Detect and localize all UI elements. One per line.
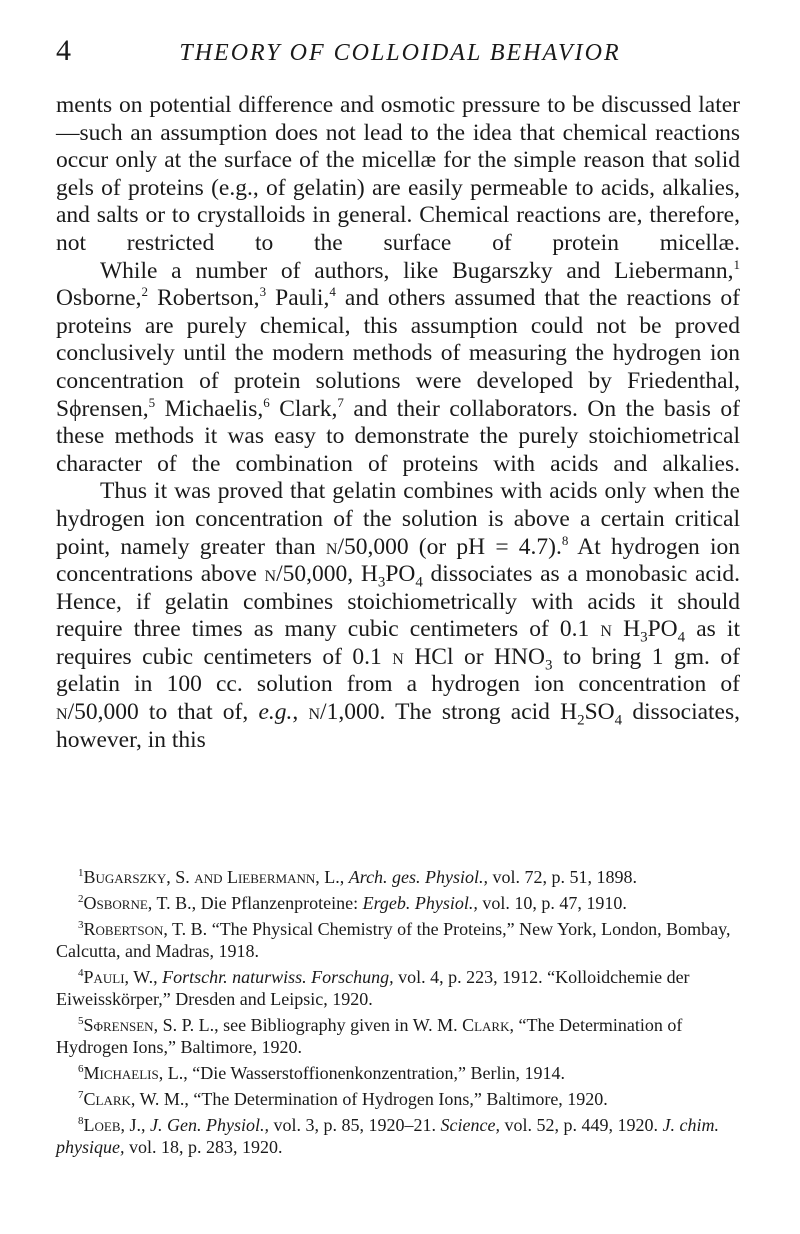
footnote-6: $^6$Michaelis, L., “Die Wasserstoffionenkonzentration,” Berlin, 1914.: [78, 1063, 566, 1083]
paragraph-3: Thus it was proved that gelatin combines with acids only when the hydrogen ion concentration of the solution is above a certain critical point, namely greater than n/50,000 (or pH = 4.7).$^8$ At hydrogen ion concentrations above n/50,000, $H_3PO_4$ dissociates as a monobasic acid. Hence, if gelatin combines stoichiometrically with acids it should require three times as many cubic centimeters of 0.1 n $H_3PO_4$ as it requires cubic centimeters of 0.1 n HCl or $HNO_3$ to bring 1 gm. of gelatin in 100 cc. solution from a hydrogen ion concentration of n/50,000 to that of, e.g., n/1,000. The strong acid $H_2SO_4$ dissociates, however, in this: [56, 478, 741, 753]
page-number: 4: [56, 34, 71, 67]
footnote-8: $^8$Loeb, J., J. Gen. Physiol., vol. 3, p. 85, 1920–21. Science, vol. 52, p. 449, 1920. J. chim. physique, vol. 18, p. 283, 1920.: [56, 1115, 719, 1157]
footnote-7: $^7$Clark, W. M., “The Determination of Hydrogen Ions,” Baltimore, 1920.: [78, 1089, 608, 1109]
footnotes: [56, 866, 740, 1162]
paragraph-2: While a number of authors, like Bugarszky and Liebermann,$^1$ Osborne,$^2$ Robertson,$^3$ Pauli,$^4$ and others assumed that the reactions of proteins are purely chemical, this assumption could not be proved conclusively until the modern methods of measuring the hydrogen ion concentration of protein solutions were developed by Friedenthal, Sϕrensen,$^5$ Michaelis,$^6$ Clark,$^7$ and their collaborators. On the basis of these methods it was easy to demonstrate the purely stoichiometrical character of the combination of proteins with acids and alkalies.: [56, 256, 740, 477]
footnote-3: $^3$Robertson, T. B. “The Physical Chemistry of the Proteins,” New York, London, Bombay, Calcutta, and Madras, 1918.: [56, 919, 731, 961]
running-title: THEORY OF COLLOIDAL BEHAVIOR: [179, 40, 621, 66]
footnote-1: $^1$Bugarszky, S. and Liebermann, L., Arch. ges. Physiol., vol. 72, p. 51, 1898.: [78, 867, 638, 887]
footnote-5: $^5$Sϕrensen, S. P. L., see Bibliography given in W. M. Clark, “The Determination of Hydrogen Ions,” Baltimore, 1920.: [56, 1015, 683, 1057]
footnote-4: $^4$Pauli, W., Fortschr. naturwiss. Forschung, vol. 4, p. 223, 1912. “Kolloidchemie der Eiweisskörper,” Dresden and Leipsic, 1920.: [56, 967, 690, 1009]
footnote-2: $^2$Osborne, T. B., Die Pflanzenproteine: Ergeb. Physiol., vol. 10, p. 47, 1910.: [78, 893, 627, 913]
page-header: [56, 34, 744, 74]
body-text: [56, 92, 740, 754]
paragraph-1: ments on potential difference and osmotic pressure to be discussed later—such an assumption does not lead to the idea that chemical reactions occur only at the surface of the micellæ for the simple reason that solid gels of proteins (e.g., of gelatin) are easily permeable to acids, alkalies, and salts or to crystalloids in general. Chemical reactions are, therefore, not restricted to the surface of protein micellæ.: [56, 92, 740, 256]
